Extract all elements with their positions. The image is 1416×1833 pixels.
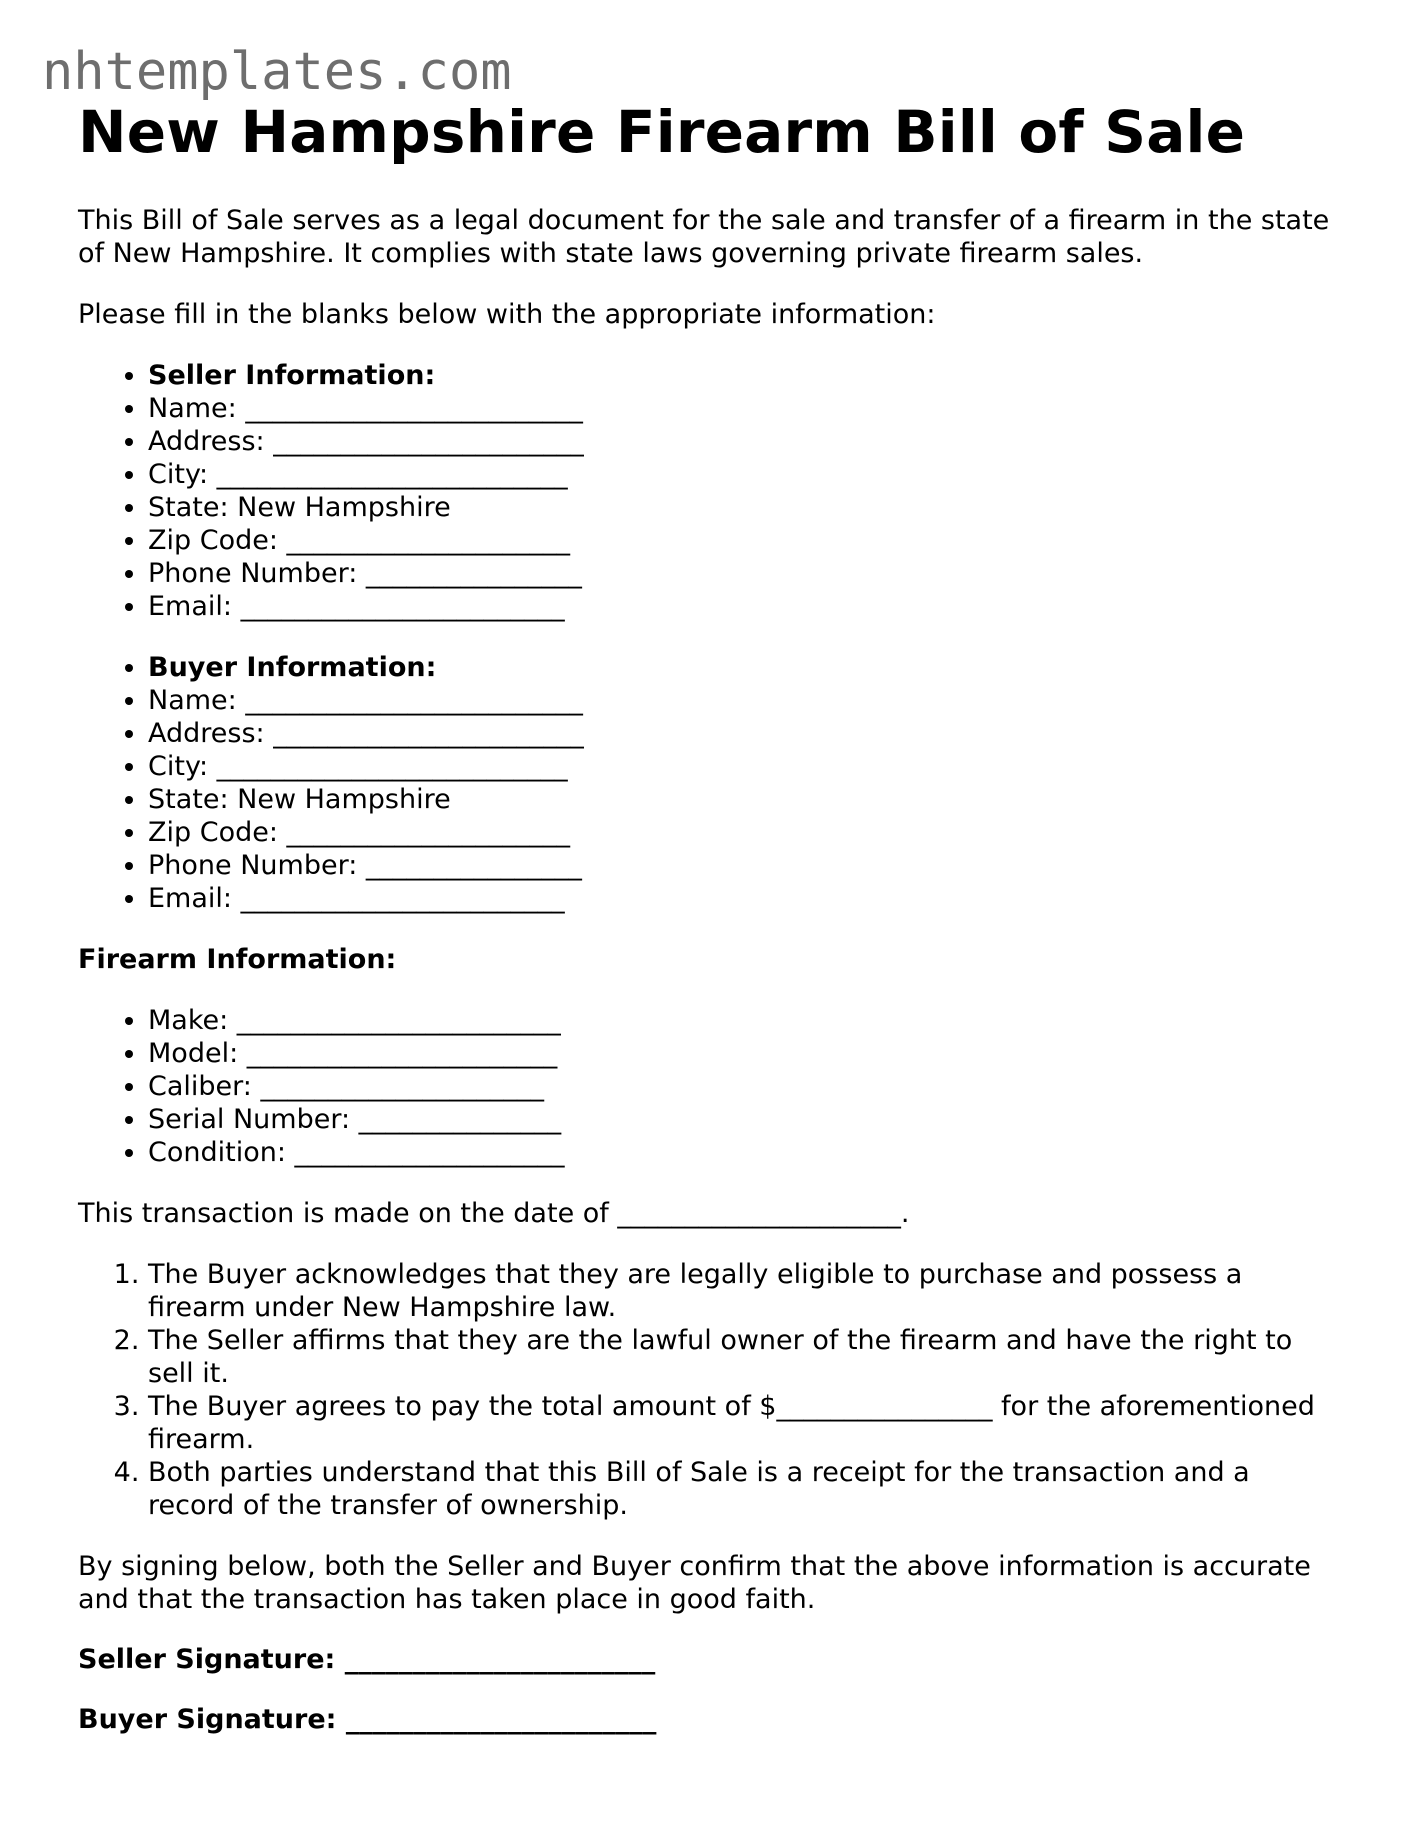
buyer-state: • State: New Hampshire bbox=[148, 783, 1338, 816]
seller-address-field[interactable]: • Address: _______________________ bbox=[148, 425, 1338, 458]
seller-city-field[interactable]: • City: __________________________ bbox=[148, 458, 1338, 491]
term-item[interactable]: 3. The Buyer agrees to pay the total amount of $________________ for the aforementioned firearm. bbox=[148, 1390, 1338, 1456]
seller-email-field[interactable]: • Email: ________________________ bbox=[148, 590, 1338, 623]
buyer-heading: • Buyer Information: bbox=[148, 651, 1338, 684]
buyer-zip-field[interactable]: • Zip Code: _____________________ bbox=[148, 816, 1338, 849]
instructions-paragraph: Please fill in the blanks below with the appropriate information: bbox=[78, 299, 936, 330]
buyer-signature-line[interactable]: Buyer Signature: _______________________ bbox=[78, 1704, 657, 1735]
firearm-condition-field[interactable]: • Condition: ____________________ bbox=[148, 1136, 1338, 1169]
buyer-name-field[interactable]: • Name: _________________________ bbox=[148, 684, 1338, 717]
intro-paragraph: This Bill of Sale serves as a legal document for the sale and transfer of a firearm in the state of New Hampshire. It complies with state laws governing private firearm sales. bbox=[78, 205, 1330, 269]
term-item: 4. Both parties understand that this Bill of Sale is a receipt for the transaction and a record of the transfer of ownership. bbox=[148, 1456, 1338, 1522]
seller-state: • State: New Hampshire bbox=[148, 491, 1338, 524]
term-item: 1. The Buyer acknowledges that they are legally eligible to purchase and possess a firearm under New Hampshire law. bbox=[148, 1258, 1338, 1324]
transaction-date-line[interactable]: This transaction is made on the date of _____________________. bbox=[78, 1198, 910, 1229]
confirmation-paragraph: By signing below, both the Seller and Buyer confirm that the above information is accurate and that the transaction has taken place in good faith. bbox=[78, 1551, 1311, 1615]
terms-list bbox=[78, 1258, 1338, 1522]
page-title: New Hampshire Firearm Bill of Sale bbox=[78, 98, 1246, 166]
firearm-caliber-field[interactable]: • Caliber: _____________________ bbox=[148, 1070, 1338, 1103]
seller-phone-field[interactable]: • Phone Number: ________________ bbox=[148, 557, 1338, 590]
document-page bbox=[78, 96, 1338, 1736]
seller-heading: • Seller Information: bbox=[148, 359, 1338, 392]
firearm-model-field[interactable]: • Model: _______________________ bbox=[148, 1037, 1338, 1070]
watermark-logo: nhtemplates.com bbox=[42, 42, 512, 102]
buyer-address-field[interactable]: • Address: _______________________ bbox=[148, 717, 1338, 750]
buyer-info-list bbox=[78, 651, 1338, 915]
seller-signature-line[interactable]: Seller Signature: _______________________ bbox=[78, 1644, 656, 1675]
seller-info-list bbox=[78, 359, 1338, 623]
firearm-make-field[interactable]: • Make: ________________________ bbox=[148, 1004, 1338, 1037]
buyer-phone-field[interactable]: • Phone Number: ________________ bbox=[148, 849, 1338, 882]
seller-name-field[interactable]: • Name: _________________________ bbox=[148, 392, 1338, 425]
term-item: 2. The Seller affirms that they are the lawful owner of the firearm and have the right to sell it. bbox=[148, 1324, 1338, 1390]
buyer-email-field[interactable]: • Email: ________________________ bbox=[148, 882, 1338, 915]
firearm-info-list bbox=[78, 1004, 1338, 1169]
firearm-serial-field[interactable]: • Serial Number: _______________ bbox=[148, 1103, 1338, 1136]
firearm-heading: Firearm Information: bbox=[78, 944, 397, 975]
seller-zip-field[interactable]: • Zip Code: _____________________ bbox=[148, 524, 1338, 557]
buyer-city-field[interactable]: • City: __________________________ bbox=[148, 750, 1338, 783]
